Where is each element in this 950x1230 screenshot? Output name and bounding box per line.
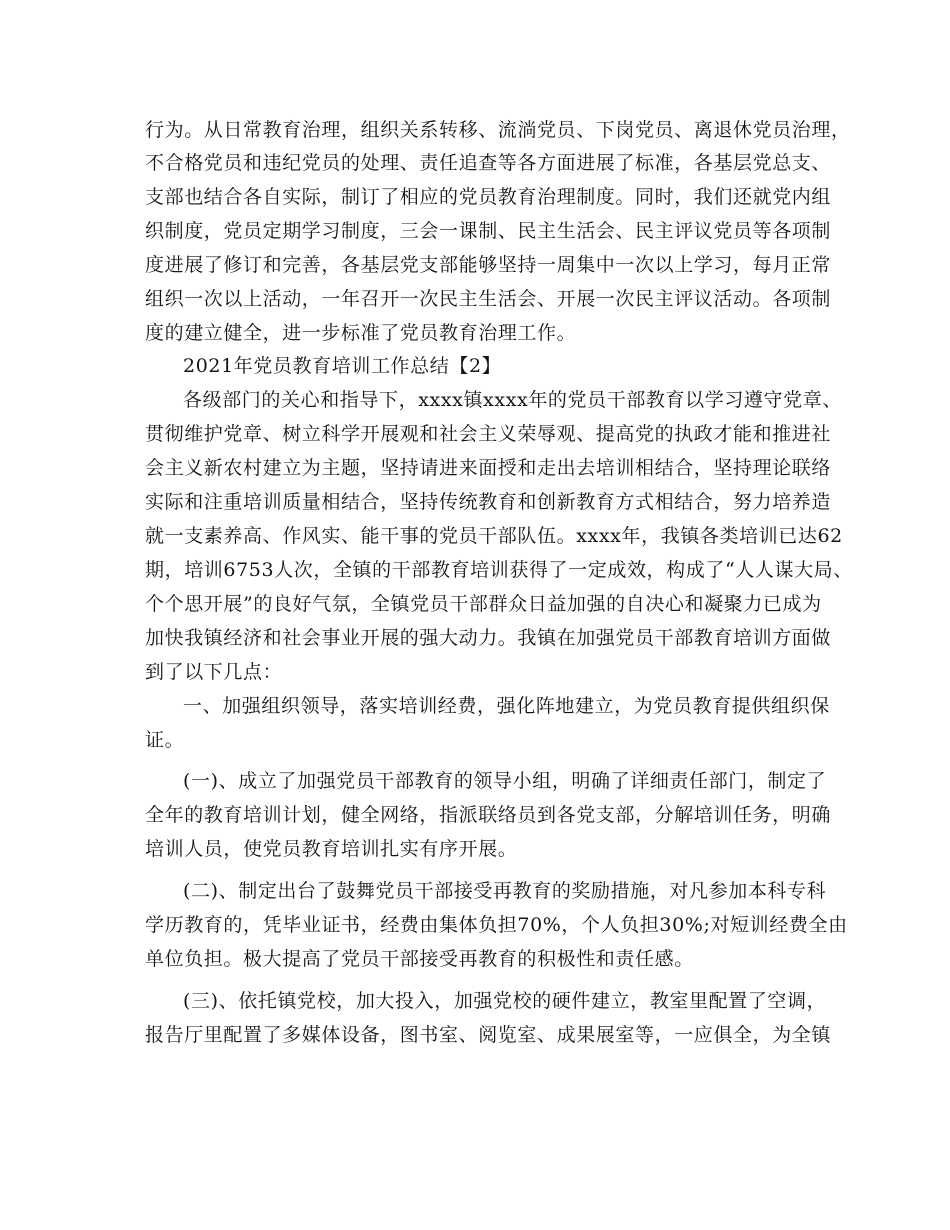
text-line: 一、加强组织领导，落实培训经费，强化阵地建立，为党员教育提供组织保 <box>183 695 830 717</box>
text-line: (一)、成立了加强党员干部教育的领导小组，明确了详细责任部门，制定了 <box>183 770 827 792</box>
text-line: 组织一次以上活动，一年召开一次民主生活会、开展一次民主评议活动。各项制 <box>145 288 832 310</box>
text-line: 期，培训6753人次，全镇的干部教育培训获得了一定成效，构成了“人人谋大局、 <box>145 559 853 581</box>
section-heading: 2021年党员教育培训工作总结【2】 <box>183 355 502 377</box>
text-line: 支部也结合各自实际，制订了相应的党员教育治理制度。同时，我们还就党内组 <box>145 186 832 208</box>
text-line: 加快我镇经济和社会事业开展的强大动力。我镇在加强党员干部教育培训方面做 <box>145 627 832 649</box>
text-line: (三)、依托镇党校，加大投入，加强党校的硬件建立，教室里配置了空调， <box>183 990 827 1012</box>
text-line: 行为。从日常教育治理，组织关系转移、流淌党员、下岗党员、离退休党员治理， <box>145 119 851 141</box>
text-line: 贯彻维护党章、树立科学开展观和社会主义荣辱观、提高党的执政才能和推进社 <box>145 423 832 445</box>
text-line: (二)、制定出台了鼓舞党员干部接受再教育的奖励措施，对凡参加本科专科 <box>183 880 827 902</box>
text-line: 全年的教育培训计划，健全网络，指派联络员到各党支部，分解培训任务，明确 <box>145 804 832 826</box>
text-line: 证。 <box>145 729 185 751</box>
text-line: 各级部门的关心和指导下，xxxx镇xxxx年的党员干部教育以学习遵守党章、 <box>183 389 842 411</box>
text-line: 实际和注重培训质量相结合，坚持传统教育和创新教育方式相结合，努力培养造 <box>145 491 832 513</box>
text-line: 单位负担。极大提高了党员干部接受再教育的积极性和责任感。 <box>145 948 694 970</box>
text-line: 到了以下几点： <box>145 661 283 683</box>
text-line: 学历教育的，凭毕业证书，经费由集体负担70%，个人负担30%;对短训经费全由 <box>145 914 848 936</box>
text-line: 培训人员，使党员教育培训扎实有序开展。 <box>145 838 518 860</box>
text-line: 个个思开展”的良好气氛，全镇党员干部群众日益加强的自决心和凝聚力已成为 <box>145 593 822 615</box>
text-line: 度的建立健全，进一步标准了党员教育治理工作。 <box>145 322 577 344</box>
text-line: 报告厅里配置了多媒体设备，图书室、阅览室、成果展室等，一应俱全，为全镇 <box>145 1024 832 1046</box>
text-line: 会主义新农村建立为主题，坚持请进来面授和走出去培训相结合，坚持理论联络 <box>145 457 832 479</box>
text-line: 就一支素养高、作风实、能干事的党员干部队伍。xxxx年，我镇各类培训已达62 <box>145 525 843 547</box>
text-line: 不合格党员和违纪党员的处理、责任追查等各方面进展了标准，各基层党总支、 <box>145 152 832 174</box>
text-line: 织制度，党员定期学习制度，三会一课制、民主生活会、民主评议党员等各项制 <box>145 220 832 242</box>
text-line: 度进展了修订和完善，各基层党支部能够坚持一周集中一次以上学习，每月正常 <box>145 254 832 276</box>
